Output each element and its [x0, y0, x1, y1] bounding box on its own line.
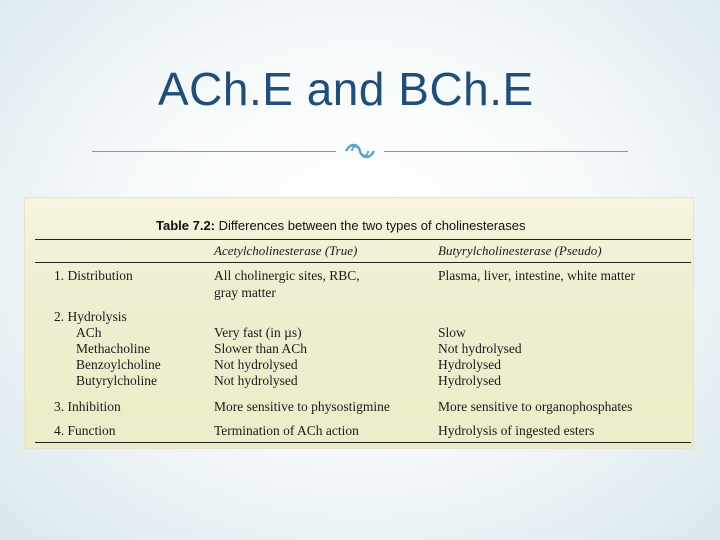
substrate-bche: Hydrolysed: [438, 373, 501, 388]
table-caption: [156, 218, 526, 233]
substrate-ache: Slower than ACh: [214, 341, 307, 356]
distribution-bche: Plasma, liver, intestine, white matter: [438, 268, 636, 283]
header-ache: Acetylcholinesterase (True): [214, 243, 358, 258]
slide-title: ACh.E and BCh.E: [158, 63, 534, 115]
table-rule-bottom: [35, 442, 691, 443]
title-divider-right: [384, 151, 628, 152]
row-label-function: 4. Function: [54, 423, 116, 438]
row-label-distribution: 1. Distribution: [54, 268, 133, 283]
inhibition-ache: More sensitive to physostigmine: [214, 399, 390, 414]
table-image: [25, 198, 693, 448]
table-caption-label: Table 7.2:: [156, 218, 216, 233]
title-divider-left: [92, 151, 336, 152]
substrate-bche: Slow: [438, 325, 466, 340]
distribution-ache-line2: gray matter: [214, 285, 276, 300]
substrate-ache: Not hydrolysed: [214, 373, 298, 388]
substrate-name: ACh: [76, 325, 102, 340]
header-bche: Butyrylcholinesterase (Pseudo): [438, 243, 602, 258]
substrate-name: Methacholine: [76, 341, 151, 356]
function-ache: Termination of ACh action: [214, 423, 359, 438]
row-label-inhibition: 3. Inhibition: [54, 399, 121, 414]
table-rule-header: [35, 262, 691, 263]
inhibition-bche: More sensitive to organophosphates: [438, 399, 633, 414]
substrate-name: Butyrylcholine: [76, 373, 157, 388]
function-bche: Hydrolysis of ingested esters: [438, 423, 595, 438]
table-caption-text: Differences between the two types of cholinesterases: [218, 218, 526, 233]
substrate-bche: Not hydrolysed: [438, 341, 522, 356]
substrate-ache: Not hydrolysed: [214, 357, 298, 372]
substrate-ache: Very fast (in µs): [214, 325, 302, 340]
row-label-hydrolysis: 2. Hydrolysis: [54, 309, 127, 324]
table-rule-top: [35, 239, 691, 240]
distribution-ache-line1: All cholinergic sites, RBC,: [214, 268, 360, 283]
substrate-bche: Hydrolysed: [438, 357, 501, 372]
substrate-name: Benzoylcholine: [76, 357, 161, 372]
scroll-ornament-icon: [340, 139, 380, 163]
